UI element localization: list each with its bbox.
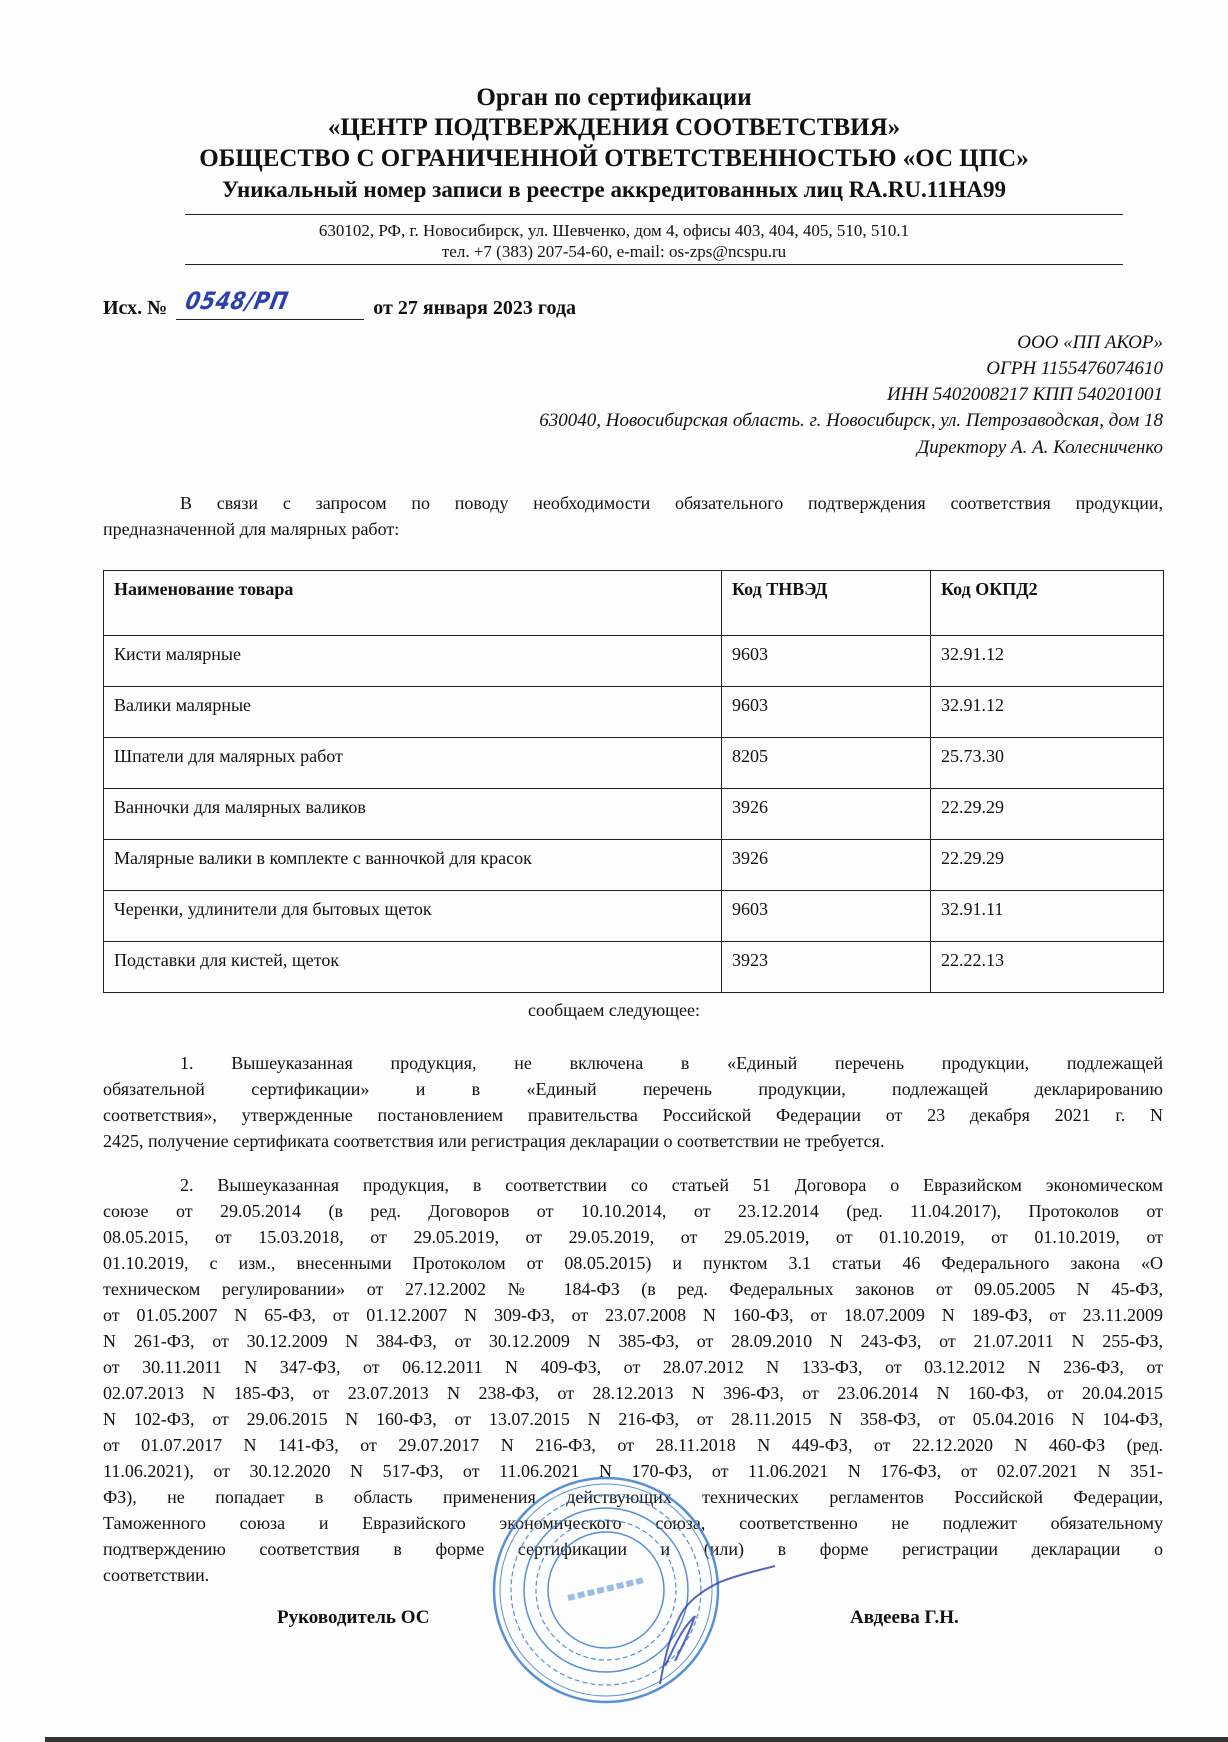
- tnved-code: 9603: [722, 687, 931, 738]
- okpd2-code: 22.29.29: [931, 789, 1164, 840]
- certification-stamp-icon: [480, 1466, 780, 1716]
- tnved-code: 3926: [722, 840, 931, 891]
- issuer-company-name: ОБЩЕСТВО С ОГРАНИЧЕННОЙ ОТВЕТСТВЕННОСТЬЮ «ОС ЦПС»: [199, 145, 1029, 172]
- paragraph-line: Таможенного союза и Евразийского экономического союза, соответственно не подлежит обязательному: [103, 1513, 1163, 1533]
- table-row: [104, 789, 1164, 840]
- signatory-name: Авдеева Г.Н.: [850, 1607, 959, 1628]
- table-row: [104, 840, 1164, 891]
- tnved-code: 3926: [722, 789, 931, 840]
- paragraph-line: техническом регулировании» от 27.12.2002 № 184-ФЗ (в ред. Федеральных законов от 09.05.2005 N 45-ФЗ,: [103, 1279, 1163, 1299]
- column-header-okpd2: Код ОКПД2: [931, 571, 1164, 636]
- recipient-ogrn: ОГРН 1155476074610: [986, 358, 1163, 379]
- product-name: Подставки для кистей, щеток: [104, 942, 722, 993]
- okpd2-code: 32.91.12: [931, 636, 1164, 687]
- paragraph-line: от 01.07.2017 N 141-ФЗ, от 29.07.2017 N 216-ФЗ, от 28.11.2018 N 449-ФЗ, от 22.12.2020 N 460-ФЗ (ред.: [103, 1435, 1163, 1455]
- reference-number-field: [176, 287, 364, 320]
- issuer-center-name: «ЦЕНТР ПОДТВЕРЖДЕНИЯ СООТВЕТСТВИЯ»: [327, 114, 901, 141]
- paragraph-line: союзе от 29.05.2014 (в ред. Договоров от 10.10.2014, от 23.12.2014 (ред. 11.04.2017), Протоколов от: [103, 1201, 1163, 1221]
- okpd2-code: 32.91.12: [931, 687, 1164, 738]
- table-row: [104, 942, 1164, 993]
- product-name: Шпатели для малярных работ: [104, 738, 722, 789]
- table-row: [104, 891, 1164, 942]
- column-header-tnved: Код ТНВЭД: [722, 571, 931, 636]
- column-header-product: Наименование товара: [104, 571, 722, 636]
- signatory-position: Руководитель ОС: [277, 1607, 430, 1628]
- products-table: [103, 570, 1164, 993]
- paragraph-line: соответствия», утвержденные постановлением правительства Российской Федерации от 23 декабря 2021 г. N: [103, 1105, 1163, 1125]
- reference-prefix: Исх. №: [103, 297, 168, 319]
- conclusion-lead: сообщаем следующее:: [527, 1000, 701, 1020]
- paragraph-line: 2425, получение сертификата соответствия или регистрация декларации о соответствии не требуется.: [103, 1131, 885, 1151]
- paragraph-line: подтверждению соответствия в форме сертификации и (или) в форме регистрации декларации о: [103, 1539, 1163, 1559]
- paragraph-line: 08.05.2015, от 15.03.2018, от 29.05.2019, от 29.05.2019, от 29.05.2019, от 01.10.2019, от 01.10.2019, от: [103, 1227, 1163, 1247]
- paragraph-line: обязательной сертификации» и в «Единый перечень продукции, подлежащей декларированию: [103, 1079, 1163, 1099]
- recipient-address: 630040, Новосибирская область. г. Новосибирск, ул. Петрозаводская, дом 18: [539, 410, 1163, 431]
- table-header-row: [104, 571, 1164, 636]
- intro-line: предназначенной для малярных работ:: [103, 519, 400, 539]
- tnved-code: 8205: [722, 738, 931, 789]
- intro-line: В связи с запросом по поводу необходимости обязательного подтверждения соответствия продукции,: [180, 493, 1163, 513]
- product-name: Валики малярные: [104, 687, 722, 738]
- paragraph-line: от 01.05.2007 N 65-ФЗ, от 01.12.2007 N 309-ФЗ, от 23.07.2008 N 160-ФЗ, от 18.07.2009 N 189-ФЗ, от 23.11.2009: [103, 1305, 1163, 1325]
- paragraph-line: 11.06.2021), от 30.12.2020 N 517-ФЗ, от 11.06.2021 N 170-ФЗ, от 11.06.2021 N 176-ФЗ, от 02.07.2021 N 351-: [103, 1461, 1163, 1481]
- paragraph-line: 1. Вышеуказанная продукция, не включена в «Единый перечень продукции, подлежащей: [180, 1053, 1163, 1073]
- issuer-contacts: тел. +7 (383) 207-54-60, e-mail: os-zps@ncspu.ru: [441, 242, 787, 261]
- issuer-title: Орган по сертификации: [476, 84, 752, 111]
- issuer-registry-number: Уникальный номер записи в реестре аккредитованных лиц RA.RU.11НА99: [222, 177, 1006, 202]
- recipient-director: Директору А. А. Колесниченко: [917, 437, 1163, 458]
- okpd2-code: 22.22.13: [931, 942, 1164, 993]
- paragraph-line: N 102-ФЗ, от 29.06.2015 N 160-ФЗ, от 13.07.2015 N 216-ФЗ, от 28.11.2015 N 358-ФЗ, от 05.04.2016 N 104-ФЗ,: [103, 1409, 1163, 1429]
- product-name: Малярные валики в комплекте с ванночкой для красок: [104, 840, 722, 891]
- paragraph-line: N 261-ФЗ, от 30.12.2009 N 384-ФЗ, от 30.12.2009 N 385-ФЗ, от 28.09.2010 N 243-ФЗ, от 21.07.2011 N 255-ФЗ,: [103, 1331, 1163, 1351]
- recipient-inn-kpp: ИНН 5402008217 КПП 540201001: [887, 384, 1163, 405]
- tnved-code: 9603: [722, 636, 931, 687]
- paragraph-line: ФЗ), не попадает в область применения действующих технических регламентов Российской Федерации,: [103, 1487, 1163, 1507]
- issuer-address: 630102, РФ, г. Новосибирск, ул. Шевченко, дом 4, офисы 403, 404, 405, 510, 510.1: [318, 221, 910, 240]
- paragraph-line: соответствии.: [103, 1565, 210, 1585]
- recipient-company: ООО «ПП АКОР»: [1017, 332, 1163, 353]
- product-name: Ванночки для малярных валиков: [104, 789, 722, 840]
- page-edge: [45, 1737, 1228, 1742]
- header-divider-bottom: [185, 264, 1123, 265]
- product-name: Черенки, удлинители для бытовых щеток: [104, 891, 722, 942]
- table-row: [104, 687, 1164, 738]
- paragraph-line: 2. Вышеуказанная продукция, в соответствии со статьей 51 Договора о Евразийском экономическом: [180, 1175, 1163, 1195]
- tnved-code: 9603: [722, 891, 931, 942]
- paragraph-line: от 30.11.2011 N 347-ФЗ, от 06.12.2011 N 409-ФЗ, от 28.07.2012 N 133-ФЗ, от 03.12.2012 N 236-ФЗ, от: [103, 1357, 1163, 1377]
- header-divider-top: [185, 214, 1123, 215]
- product-name: Кисти малярные: [104, 636, 722, 687]
- handwritten-signature-icon: [660, 1566, 775, 1684]
- okpd2-code: 22.29.29: [931, 840, 1164, 891]
- table-row: [104, 738, 1164, 789]
- paragraph-line: 02.07.2013 N 185-ФЗ, от 23.07.2013 N 238-ФЗ, от 28.12.2013 N 396-ФЗ, от 23.06.2014 N 160-ФЗ, от 20.04.2015: [103, 1383, 1163, 1403]
- paragraph-line: 01.10.2019, с изм., внесенными Протоколом от 08.05.2015) и пунктом 3.1 статьи 46 Федерального закона «О: [103, 1253, 1163, 1273]
- reference-date: от 27 января 2023 года: [373, 297, 577, 319]
- okpd2-code: 25.73.30: [931, 738, 1164, 789]
- table-row: [104, 636, 1164, 687]
- tnved-code: 3923: [722, 942, 931, 993]
- outgoing-reference: [103, 287, 577, 320]
- okpd2-code: 32.91.11: [931, 891, 1164, 942]
- handwritten-number: 0548/РП: [183, 287, 292, 315]
